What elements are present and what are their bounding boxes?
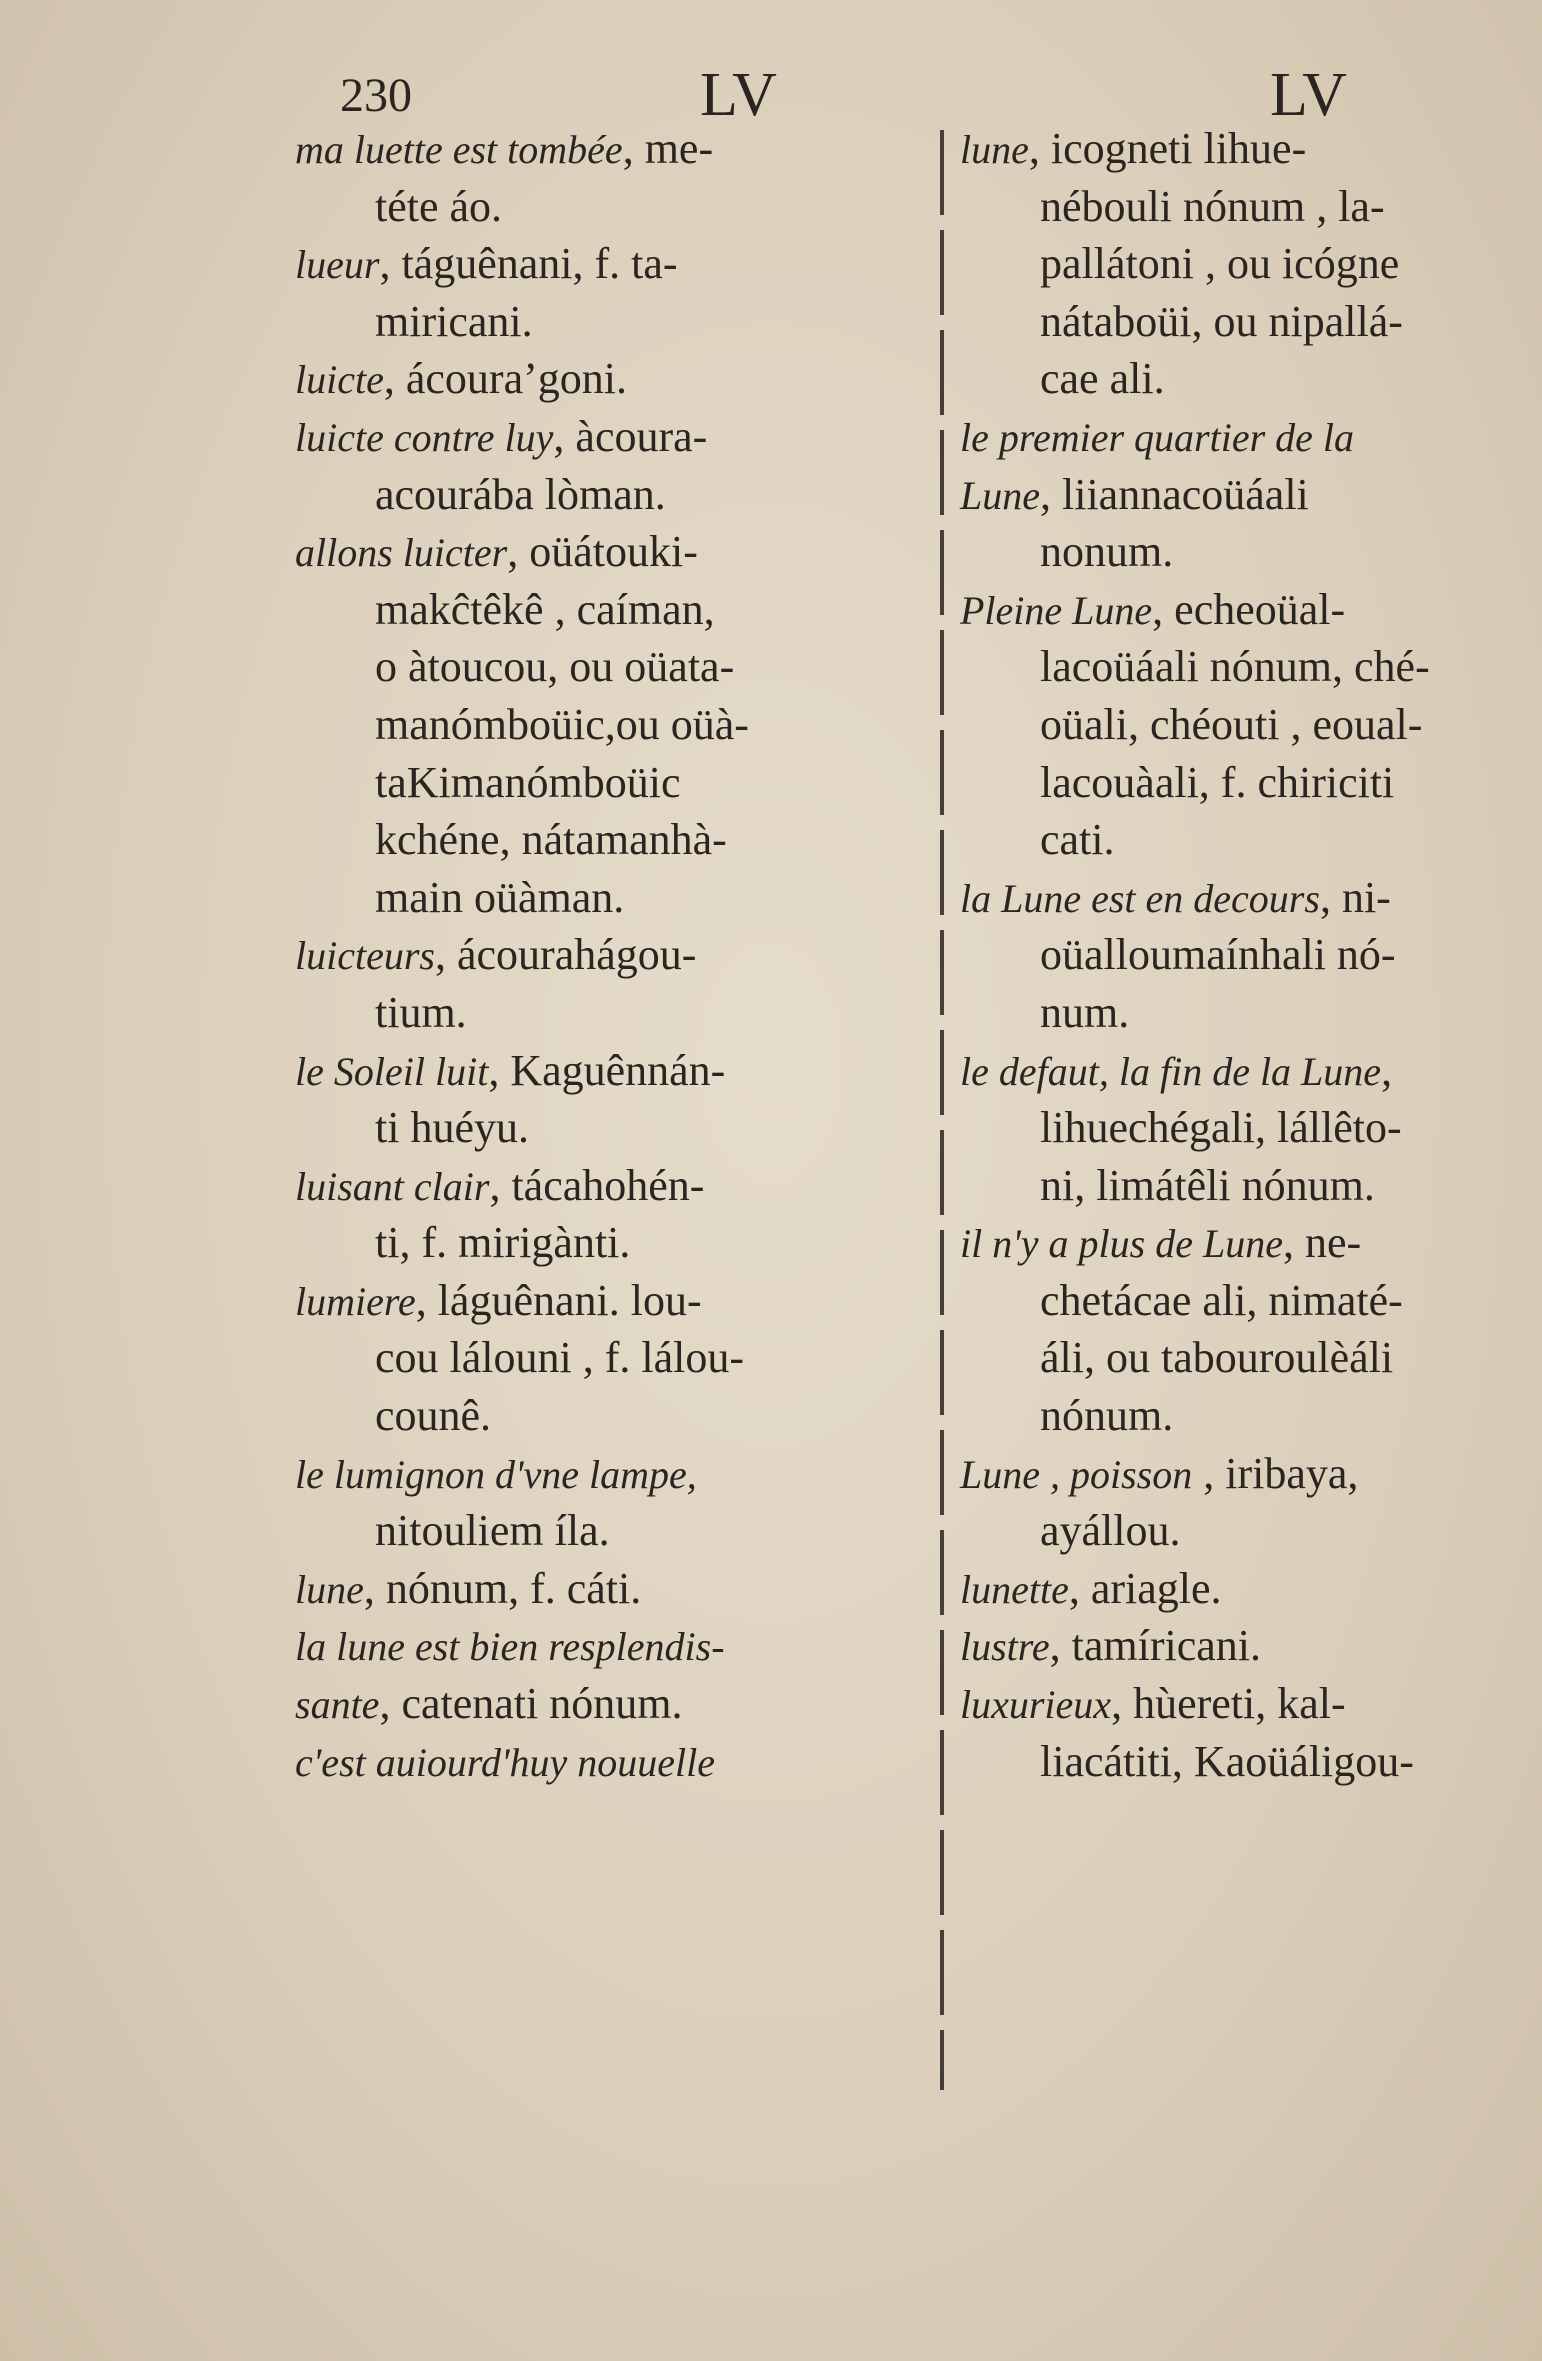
- definition-text: , iribaya,: [1192, 1448, 1359, 1498]
- definition-text: , tamíricani.: [1049, 1621, 1262, 1671]
- definition-text: pallátoni , ou icógne: [1040, 239, 1400, 289]
- dictionary-line: [295, 638, 935, 696]
- headword: ma luette est tombée: [295, 127, 623, 172]
- dictionary-line: [960, 1387, 1480, 1445]
- headword: luicteurs: [295, 933, 435, 979]
- dictionary-line: [960, 466, 1480, 524]
- headword: lune: [960, 127, 1029, 172]
- headword: luicte: [295, 357, 384, 403]
- definition-text: lacouàali, f. chiriciti: [1040, 757, 1395, 807]
- dictionary-line: [960, 1042, 1480, 1100]
- dictionary-line: [295, 926, 935, 984]
- headword: lustre: [960, 1624, 1050, 1670]
- dictionary-line: [295, 1502, 935, 1560]
- dictionary-line: [960, 293, 1480, 351]
- definition-text: lacoüáali nónum, ché-: [1040, 642, 1430, 692]
- dictionary-line: [960, 1617, 1480, 1675]
- dictionary-line: [295, 1675, 935, 1733]
- dictionary-line: [960, 754, 1480, 812]
- dictionary-line: [295, 235, 935, 293]
- dictionary-line: [960, 1560, 1480, 1618]
- left-running-head: LV: [700, 61, 777, 129]
- definition-text: manómboüic,ou oüà-: [375, 699, 749, 749]
- definition-text: o àtoucou, ou oüata-: [375, 642, 735, 692]
- definition-text: nébouli nónum , la-: [1040, 181, 1385, 231]
- dictionary-line: [960, 581, 1480, 639]
- definition-text: oüalloumaínhali nó-: [1040, 930, 1396, 980]
- definition-text: , ácourahágou-: [434, 930, 697, 980]
- definition-text: áli, ou tabouroulèáli: [1040, 1333, 1394, 1383]
- dictionary-line: [295, 869, 935, 927]
- definition-text: , Kaguênnán-: [488, 1045, 726, 1095]
- dictionary-line: [295, 466, 935, 524]
- dictionary-line: [295, 1445, 935, 1503]
- left-column: [295, 120, 935, 1790]
- headword: sante: [295, 1682, 380, 1728]
- definition-text: cati.: [1040, 815, 1115, 865]
- dictionary-line: [295, 408, 935, 466]
- definition-text: nitouliem íla.: [375, 1506, 610, 1556]
- dictionary-line: [295, 811, 935, 869]
- headword: le Soleil luit: [295, 1048, 489, 1094]
- dictionary-line: [295, 1157, 935, 1215]
- dictionary-line: [295, 581, 935, 639]
- dictionary-line: [960, 811, 1480, 869]
- definition-text: ni, limátêli nónum.: [1040, 1160, 1375, 1210]
- definition-text: ayállou.: [1040, 1506, 1181, 1556]
- definition-text: num.: [1040, 987, 1130, 1037]
- dictionary-line: [295, 1042, 935, 1100]
- definition-text: chetácae ali, nimaté-: [1040, 1275, 1403, 1325]
- dictionary-line: [960, 984, 1480, 1042]
- dictionary-line: [295, 1272, 935, 1330]
- dictionary-line: [295, 350, 935, 408]
- headword: luicte contre luy: [295, 414, 554, 460]
- dictionary-line: [960, 869, 1480, 927]
- definition-text: , àcoura-: [553, 411, 708, 461]
- headword: le lumignon d'vne lampe,: [295, 1451, 697, 1497]
- definition-text: , ariagle.: [1068, 1563, 1222, 1613]
- definition-text: cae ali.: [1040, 354, 1165, 404]
- headword: allons luicter: [295, 530, 508, 576]
- dictionary-line: [295, 1387, 935, 1445]
- dictionary-line: [295, 178, 935, 236]
- dictionary-line: [960, 1733, 1480, 1791]
- dictionary-line: [295, 523, 935, 581]
- dictionary-line: [295, 293, 935, 351]
- dictionary-line: [295, 984, 935, 1042]
- definition-text: acourába lòman.: [375, 469, 666, 519]
- definition-text: , láguênani. lou-: [415, 1275, 702, 1325]
- definition-text: , icogneti lihue-: [1028, 124, 1307, 173]
- definition-text: main oüàman.: [375, 872, 625, 922]
- headword: il n'y a plus de Lune: [960, 1221, 1283, 1267]
- headword: lueur: [295, 242, 380, 288]
- definition-text: ,: [1381, 1045, 1393, 1095]
- definition-text: , ni-: [1319, 872, 1391, 922]
- dictionary-line: [295, 1617, 935, 1675]
- definition-text: miricani.: [375, 296, 533, 346]
- headword: le defaut, la fin de la Lune: [960, 1048, 1382, 1094]
- headword: lumiere: [295, 1278, 416, 1324]
- definition-text: oüali, chéouti , eoual-: [1040, 699, 1423, 749]
- definition-text: , hùereti, kal-: [1111, 1679, 1346, 1729]
- dictionary-line: [295, 1099, 935, 1157]
- definition-text: tium.: [375, 987, 467, 1037]
- headword: Lune: [960, 472, 1040, 518]
- dictionary-line: [960, 1214, 1480, 1272]
- definition-text: ti huéyu.: [375, 1103, 529, 1153]
- definition-text: , ácouraʼgoni.: [383, 354, 627, 404]
- definition-text: nátaboüi, ou nipallá-: [1040, 296, 1403, 346]
- dictionary-line: [960, 1445, 1480, 1503]
- dictionary-line: [960, 523, 1480, 581]
- definition-text: , tácahohén-: [489, 1160, 705, 1210]
- column-divider: [940, 130, 944, 2090]
- dictionary-line: [295, 1560, 935, 1618]
- definition-text: lihuechégali, lállêto-: [1040, 1103, 1402, 1153]
- dictionary-line: [960, 1675, 1480, 1733]
- dictionary-line: [960, 1502, 1480, 1560]
- dictionary-line: [295, 1733, 935, 1791]
- definition-text: , ne-: [1282, 1218, 1362, 1268]
- definition-text: , echeoüal-: [1152, 584, 1346, 634]
- right-running-head: LV: [1270, 61, 1347, 129]
- headword: lunette: [960, 1566, 1069, 1612]
- dictionary-line: [960, 235, 1480, 293]
- dictionary-line: [295, 1329, 935, 1387]
- dictionary-line: [960, 350, 1480, 408]
- dictionary-line: [960, 408, 1480, 466]
- definition-text: , liiannacoüáali: [1040, 469, 1309, 519]
- definition-text: makĉtêkê , caíman,: [375, 584, 715, 634]
- definition-text: , táguênani, f. ta-: [379, 239, 678, 289]
- definition-text: nonum.: [1040, 527, 1174, 577]
- headword: Lune , poisson: [960, 1451, 1193, 1497]
- headword: c'est auiourd'huy nouuelle: [295, 1739, 715, 1785]
- dictionary-line: [960, 178, 1480, 236]
- dictionary-line: [295, 1214, 935, 1272]
- dictionary-line: [960, 120, 1480, 178]
- dictionary-line: [960, 696, 1480, 754]
- headword: luisant clair: [295, 1163, 490, 1209]
- dictionary-line: [295, 696, 935, 754]
- definition-text: nónum.: [1040, 1391, 1174, 1441]
- dictionary-line: [960, 926, 1480, 984]
- definition-text: , nónum, f. cáti.: [363, 1563, 642, 1613]
- definition-text: kchéne, nátamanhà-: [375, 815, 727, 865]
- headword: la lune est bien resplendis-: [295, 1624, 725, 1670]
- headword: le premier quartier de la: [960, 414, 1355, 460]
- dictionary-line: [960, 638, 1480, 696]
- definition-text: , me-: [622, 124, 714, 173]
- definition-text: téte áo.: [375, 181, 503, 231]
- dictionary-line: [960, 1329, 1480, 1387]
- definition-text: liacátiti, Kaoüáligou-: [1040, 1736, 1414, 1786]
- dictionary-line: [960, 1272, 1480, 1330]
- headword: la Lune est en decours: [960, 875, 1320, 921]
- definition-text: cou lálouni , f. lálou-: [375, 1333, 745, 1383]
- page-number: 230: [340, 69, 412, 122]
- dictionary-line: [295, 120, 935, 178]
- definition-text: , catenati nónum.: [379, 1679, 683, 1729]
- definition-text: ti, f. mirigànti.: [375, 1218, 631, 1268]
- dictionary-line: [960, 1099, 1480, 1157]
- definition-text: , oüátouki-: [507, 527, 698, 577]
- headword: lune: [295, 1566, 364, 1612]
- definition-text: counê.: [375, 1391, 492, 1441]
- dictionary-line: [295, 754, 935, 812]
- headword: Pleine Lune: [960, 587, 1153, 633]
- headword: luxurieux: [960, 1682, 1112, 1728]
- definition-text: taKimanómboüic: [375, 757, 681, 807]
- right-column: [960, 120, 1480, 1790]
- dictionary-line: [960, 1157, 1480, 1215]
